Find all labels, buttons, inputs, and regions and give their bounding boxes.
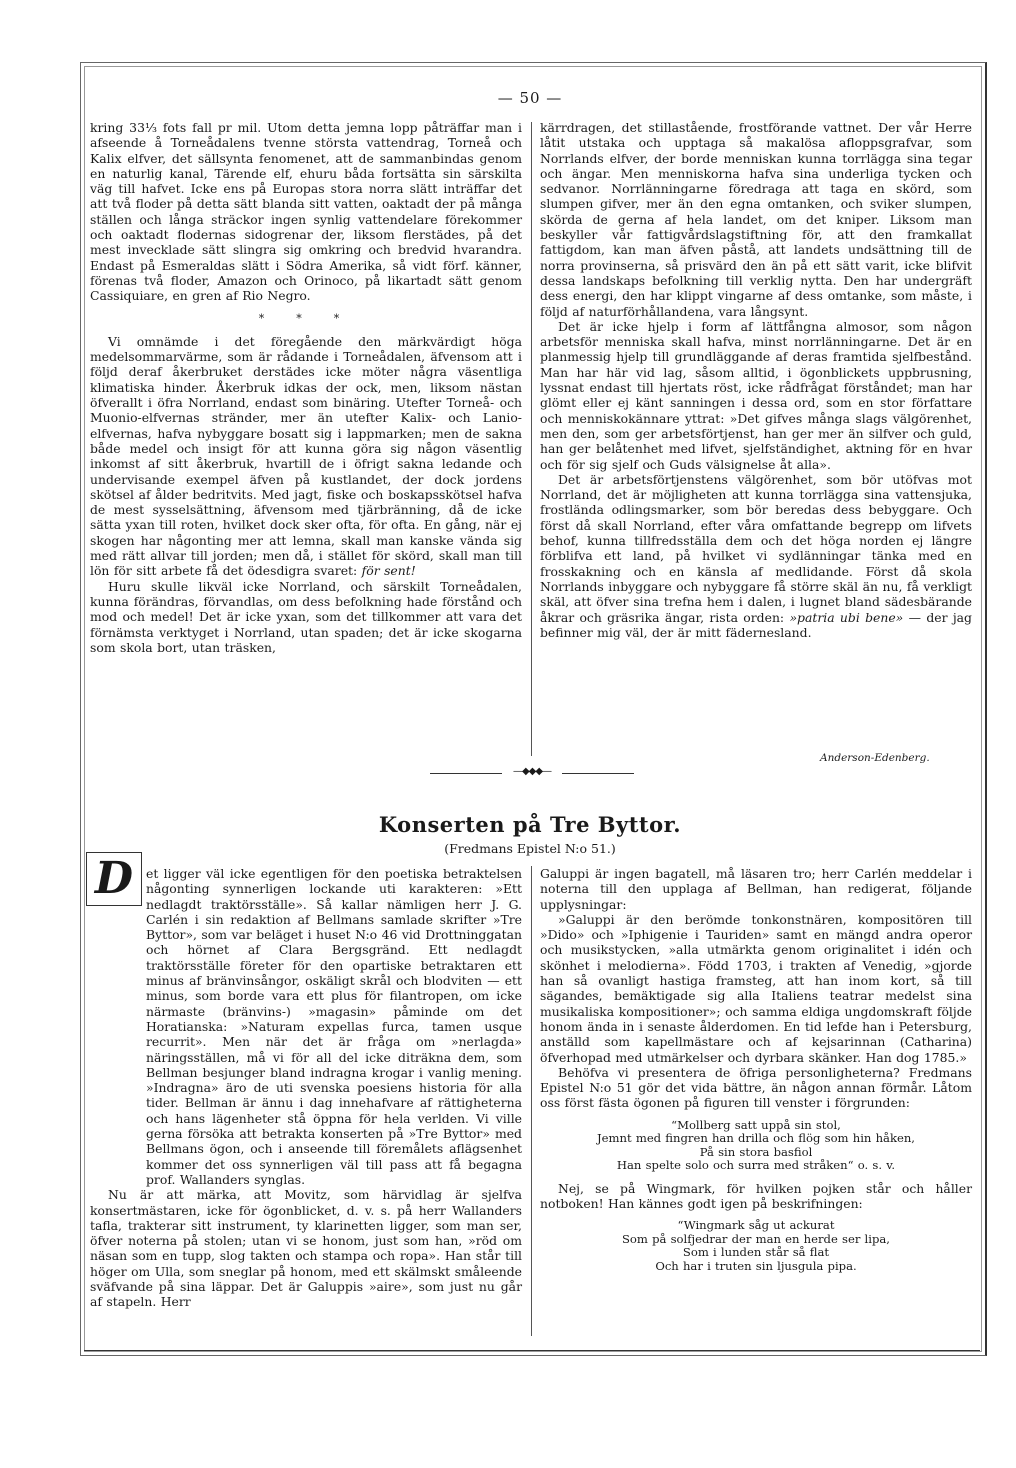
article1-left-column: [90, 120, 522, 655]
poem-wingmark: [540, 1219, 972, 1273]
poem-line: Som i lunden står så flat: [682, 1245, 830, 1260]
article1-paragraph: Vi omnämde i det föregående den märkvärdigt höga medelsommarvärme, som är rådande i Torneådalen, äfvensom att i följd deraf åkerbruket derstädes icke möter några väsentliga klimatiska hinder. Åkerbruk idkas der ock, men, liksom nästan öfverallt i öfra Norrland, endast som binäring. Utefter Torneå- och Muonio-elfvernas stränder, mer än utefter Kalix- och Lanio-elfvernas, hafva nybyggare bosatt sig i lappmarken; men de sakna både medel och insigt för att kunna göra sig någon väsentlig inkomst af sitt åkerbruk, hvartill de i öfrigt sakna ledande och undervisande exempel äfven på kustlandet, der dock jordens skötsel af ålder bedritvits. Med jagt, fiske och boskapsskötsel hafva de mest sysselsättning, äfvensom med tjärbränning, då de icke sätta yxan till roten, hvilket dock sker ofta, för ofta. En gång, när ej skogen har någonting mer att lemna, skall man kanske vända sig med rätt allvar till jorden; men då, i stället för skörd, skall man till lön för sitt arbete få det ödesdigra svaret:: [90, 333, 522, 579]
article2-paragraph: Galuppi är ingen bagatell, må läsaren tro; herr Carlén meddelar i noterna till den upplaga af Bellman, han redigerat, följande upplysningar:: [540, 866, 972, 912]
article1-paragraph-end: — der jag befinner mig väl, der är mitt fädernesland.: [540, 609, 972, 640]
article1-paragraph: Det är icke hjelp i form af lättfångna almosor, som någon arbetsför menniska skall hafva, minst norrlänningarne. Det är en planmessig hjelp till grundläggande af deras framtida sjelfbestånd. Man har här vid lag, såsom alltid, i ögonblickets uppbrusning, lyssnat endast till hjertats röst, icke rådfrågat förståndet; man har glömt eller ej känt sanningen i dessa ord, som en stor författare och menniskokännare yttrat: »Det gifves många slags välgörenhet, men den, som ger arbetsförtjenst, han ger mer än silfver och guld, han ger belåtenhet med lifvet, sjelfständighet, aktning för en hvar och för sig sjelf och Guds välsignelse åt alla».: [540, 318, 972, 472]
article2-paragraph: Nu är att märka, att Movitz, som härvidlag är sjelfva konsertmästaren, icke för ögonblicket, d. v. s. på herr Wallanders tafla, trakterar sitt instrument, ty klarinetten ligger, som man ser, öfver noterna på stolen; utan vi se honom, just som han, »röd om näsan som en tupp, slog takten och stampa och ropa». Han står till höger om Ulla, som sneglar på honom, med ett skälmskt småleende sväfvande på sina läppar. Det är Galuppis »aire», som just nu går af stapeln. Herr: [90, 1187, 522, 1310]
article1-emphasis: »patria ubi bene»: [789, 609, 904, 625]
poem-line: “Wingmark såg ut ackurat: [677, 1218, 835, 1233]
article1-paragraph: kärrdragen, det stillastående, frostförande vattnet. Der vår Herre låtit utstaka och upptaga så makalösa afloppsgrafvar, som Norrlands elfver, der borde menniskan kunna torrlägga sina tegar och ängar. Men menniskorna hafva sina underliga tycken och sedvanor. Norrlänningarne föredraga att taga en skörd, som slumpen gifver, mer än den egna omtanken, och sviker slumpen, skörda de gerna af hela landet, om det kniper. Liksom man beskyller vår fattigvårdslagstiftning för, att den framkallat fattigdom, kan man äfven påstå, att landets undsättning till de norra provinserna, så prisvärd den än på ett sätt varit, icke blifvit dessa landskaps befolkning till verklig nytta. Den har undergräft dess energi, den har klippt vingarne af dess omtanke, som måste, i följd af naturförhållandena, vara långsynt.: [540, 120, 972, 319]
column-rule-bottom: [531, 866, 532, 1336]
poem-line: Och har i truten sin ljusgula pipa.: [655, 1258, 857, 1273]
article1-paragraph: kring 33⅓ fots fall pr mil. Utom detta jemna lopp påträffar man i afseende å Torneådalens tvenne största vattendrag, Torneå och Kalix elfver, det sällsynta fenomenet, att de sammanbindas genom en naturlig kanal, Tärende elf, ehuru båda fortsätta sin särskilta väg till hafvet. Icke ens på Europas stora norra slätt inträffar det att två floder på detta sätt blanda sitt vatten, oaktadt der på många ställen och långa sträckor ingen synlig vattendelare förekommer och oaktadt flodernas sidogrenar der, liksom flerstädes, på det mest invecklade sätt slingra sig omkring och bredvid hvarandra. Endast på Esmeraldas slätt i Södra Amerika, så vidt förf. känner, förenas två floder, Amazon och Orinoco, på likartadt sätt genom Cassiquiare, en gren af Rio Negro.: [90, 120, 522, 304]
divider-ornament: —◆◆◆—: [502, 766, 562, 777]
column-rule-top: [531, 122, 532, 756]
author-signature: Anderson-Edenberg.: [820, 752, 930, 764]
article1-right-column: [540, 120, 972, 640]
poem-line: “Mollberg satt uppå sin stol,: [671, 1117, 841, 1132]
article1-paragraph: Det är arbetsförtjenstens välgörenhet, som bör utöfvas mot Norrland, det är möjligheten att kunna torrlägga sina vattensjuka, frostlända odlingsmarker, som bör beredas dess bebyggare. Och först då skall Norrland, efter våra omfattande begrepp om lifvets behof, kunna tillfredsställa dem och det höga norden ej längre förblifva ett land, på hvilket vi sydlänningar tänka med en frosskakning och en känsla af medlidande. Först då skola Norrlands inbyggare och nybyggare få större skäl än nu, få verkligt skäl, att öfver sina trefna hem i dalen, i lugnet bland sädesbärande åkrar och gräsrika ängar, rista orden:: [540, 471, 972, 625]
dropcap-letter: D: [86, 852, 142, 906]
section-stars: * * *: [258, 311, 354, 325]
article2-paragraph: »Galuppi är den berömde tonkonstnären, kompositören till »Dido» och »Iphigenie i Tauriden» samt en mängd andra operor och musikstycken, »alla utmärkta genom originalitet i idén och skönhet i melodierna». Född 1703, i trakten af Venedig, »gjorde han så ovanligt hastiga framsteg, att han inom kort, så till sägandes, bemäktigade sig alla Italiens teatrar medelst sina musikaliska kompositioner»; och samma eldiga ungdomskraft följde honom ända in i senaste ålderdomen. En tid lefde han i Petersburg, anställd som kapellmästare och af kejsarinnan (Catharina) öfverhopad med utmärkelser och dyrbara skänker. Han dog 1785.»: [540, 911, 972, 1065]
article2-paragraph: Behöfva vi presentera de öfriga personligheterna? Fredmans Epistel N:o 51 gör det vida bättre, än någon annan förmår. Låtom oss först fästa ögonen på figuren till venster i förgrunden:: [540, 1064, 972, 1111]
article2-paragraph: et ligger väl icke egentligen för den poetiska betraktelsen någonting synnerligen lockande uti karakteren: »Ett nedlagdt traktörsställe». Så kallar nämligen herr J. G. Carlén i sin redaktion af Bellmans samlade skrifter »Tre Byttor», som var beläget i huset N:o 46 vid Drottninggatan och hörnet af Clara Bergsgränd. Ett nedlagdt traktörsställe företer för den opartiske betraktaren ett minus af bränvinsångor, oskäligt skrål och blodviten — ett minus, som borde vara ett plus för filantropen, om icke närmaste (bränvins-) »magasin» påminde om det Horatianska: »Naturam expellas furca, tamen usque recurrit». Men när det är fråga om »nerlagda» näringsställen, må vi för all del icke diträkna dem, som Bellman besjunger bland indragna krogar i vanlig mening. »Indragna» äro de uti svenska poesiens historia för alla tider. Bellman är ännu i dag innehafvare af rättigheterna och hans lägenheter stå öppna för hela verlden. Vi ville gerna försöka att betrakta konserten på »Tre Byttor» med Bellmans ögon, och i anseende till föremålets aflägsenhet kommer det oss synnerligen väl till pass att få begagna prof. Wallanders synglas.: [146, 866, 522, 1187]
article2-left-column: [90, 866, 522, 1310]
poem-line: Jemnt med fingren han drilla och flög som hin håken,: [597, 1131, 915, 1146]
poem-mollberg: [540, 1119, 972, 1173]
poem-line: Som på solfjedrar der man en herde ser lipa,: [621, 1231, 890, 1246]
article1-paragraph: Huru skulle likväl icke Norrland, och särskilt Torneådalen, kunna förändras, förvandlas, om dess befolkning hade förstånd och mod och medel! Det är icke yxan, som det tillkommer att vara det förnämsta verktyget i Norrland, utan spaden; det är icke skogarna som skola bort, utan träsken,: [90, 578, 522, 655]
article2-subtitle: (Fredmans Epistel N:o 51.): [444, 841, 616, 856]
article1-emphasis: för sent!: [361, 563, 416, 579]
poem-line: På sin stora basfiol: [699, 1144, 813, 1159]
article2-paragraph: Nej, se på Wingmark, för hvilken pojken står och håller notboken! Han kännes godt igen på beskrifningen:: [540, 1180, 972, 1212]
article2-title: Konserten på Tre Byttor.: [378, 812, 682, 837]
article2-right-column: [540, 866, 972, 1281]
poem-line: Han spelte solo och surra med stråken“ o. s. v.: [616, 1158, 896, 1173]
page-number: — 50 —: [497, 89, 563, 107]
bottom-rule: [84, 1350, 980, 1351]
